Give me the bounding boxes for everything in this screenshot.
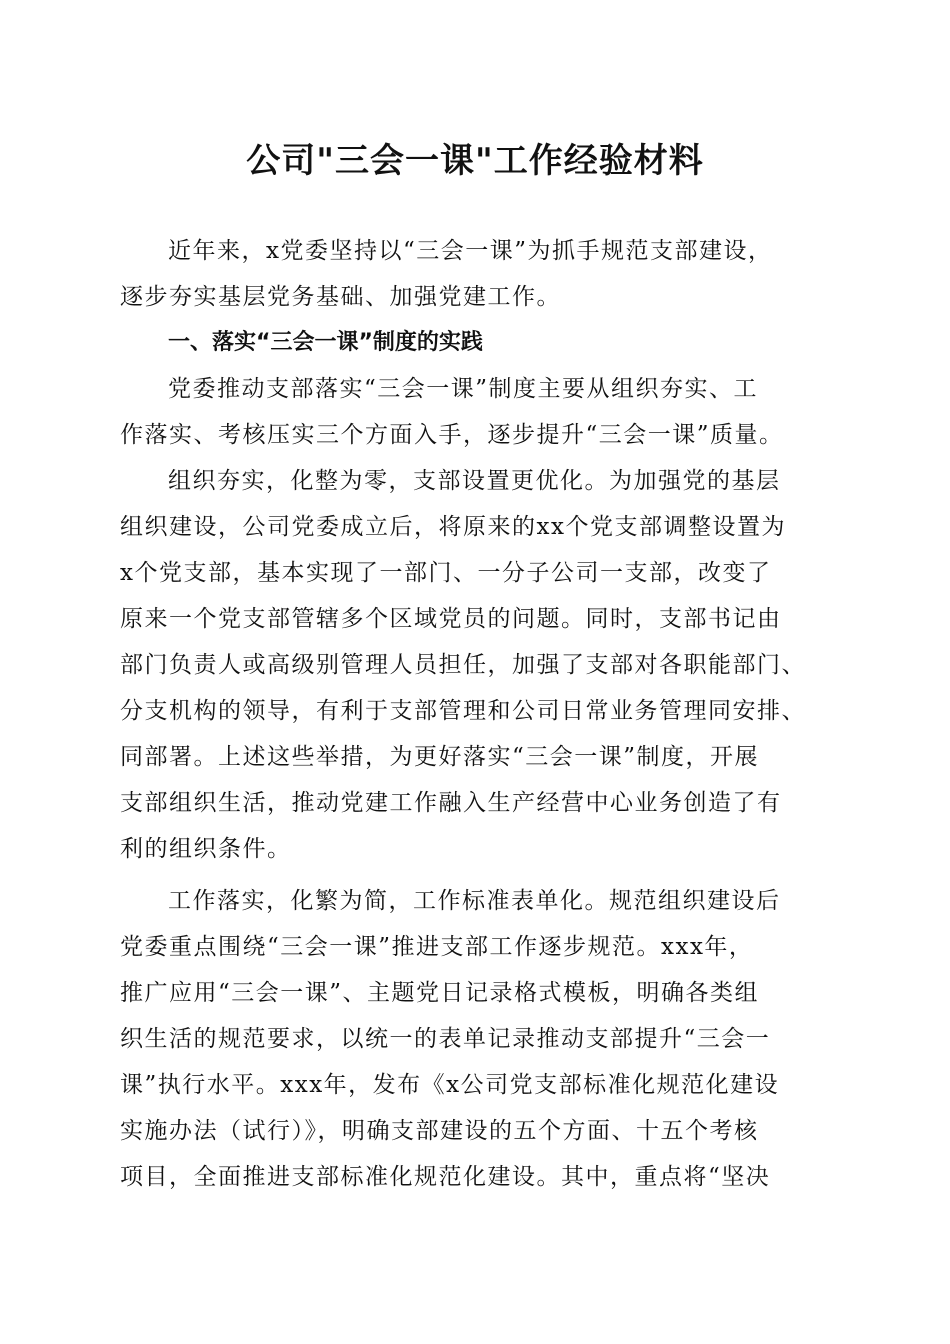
intro-paragraph <box>120 228 830 320</box>
text-line: 党委重点围绕“三会一课”推进支部工作逐步规范。xxx年， <box>120 934 754 960</box>
text-line: 实施办法（试行）》，明确支部建设的五个方面、十五个考核 <box>120 1118 759 1144</box>
text-line: 课”执行水平。xxx年，发布《x公司党支部标准化规范化建设 <box>120 1072 780 1098</box>
text-line: 同部署。上述这些举措，为更好落实“三会一课”制度，开展 <box>120 744 760 770</box>
text-line: 作落实、考核压实三个方面入手，逐步提升“三会一课”质量。 <box>120 422 784 448</box>
paragraph-2 <box>120 458 830 872</box>
text-line: 工作落实，化繁为简，工作标准表单化。规范组织建设后 <box>168 888 781 914</box>
text-line: 织生活的规范要求，以统一的表单记录推动支部提升“三会一 <box>120 1026 771 1052</box>
text-line: 支部组织生活，推动党建工作融入生产经营中心业务创造了有 <box>120 790 782 816</box>
section-heading: 一、落实“三会一课”制度的实践 <box>168 330 483 355</box>
text-line: 利的组织条件。 <box>120 836 292 862</box>
document-title: 公司"三会一课"工作经验材料 <box>246 141 704 181</box>
paragraph-3 <box>120 878 830 1200</box>
text-line: 推广应用“三会一课”、主题党日记录格式模板，明确各类组 <box>120 980 760 1006</box>
text-line: 组织夯实，化整为零，支部设置更优化。为加强党的基层 <box>168 468 781 494</box>
text-line: 原来一个党支部管辖多个区域党员的问题。同时，支部书记由 <box>120 606 782 632</box>
text-line: 逐步夯实基层党务基础、加强党建工作。 <box>120 284 561 310</box>
text-line: 党委推动支部落实“三会一课”制度主要从组织夯实、工 <box>168 376 759 402</box>
text-line: 组织建设，公司党委成立后，将原来的xx个党支部调整设置为 <box>120 514 786 540</box>
text-line: 分支机构的领导，有利于支部管理和公司日常业务管理同安排、 <box>120 698 806 724</box>
document-body <box>120 228 830 1200</box>
paragraph-1 <box>120 366 830 458</box>
text-line: 项目，全面推进支部标准化规范化建设。其中，重点将“坚决 <box>120 1164 771 1190</box>
text-line: 近年来，x党委坚持以“三会一课”为抓手规范支部建设， <box>168 238 773 264</box>
text-line: x个党支部，基本实现了一部门、一分子公司一支部，改变了 <box>120 560 772 586</box>
text-line: 部门负责人或高级别管理人员担任，加强了支部对各职能部门、 <box>120 652 806 678</box>
